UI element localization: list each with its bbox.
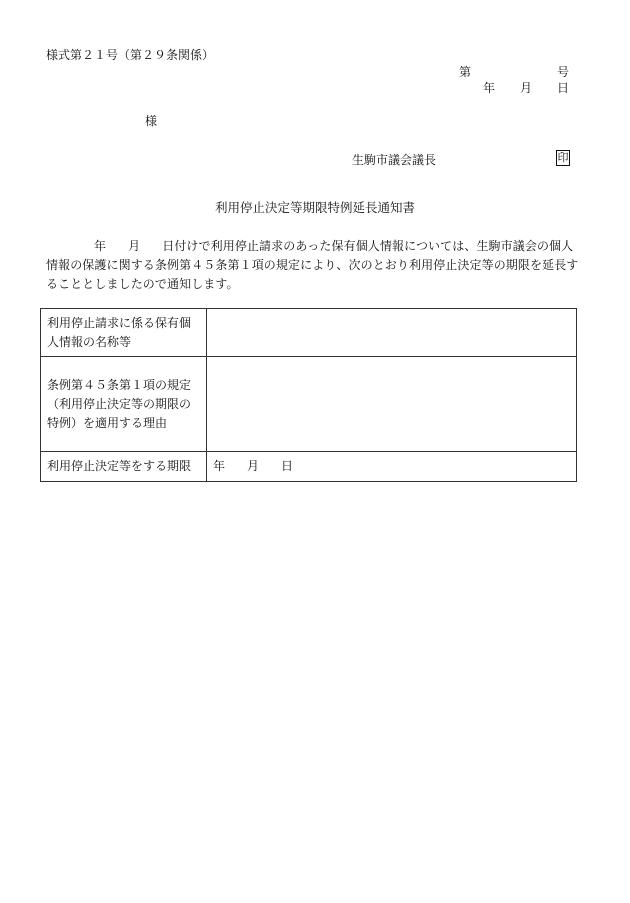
row-value-deadline: [207, 452, 577, 482]
date-year-label: 年: [483, 81, 496, 95]
document-number-suffix: 号: [557, 65, 570, 79]
table-row: [41, 452, 577, 482]
date-day-label: 日: [557, 81, 570, 95]
row-label-information-name: 利用停止請求に係る保有個人情報の名称等: [41, 309, 207, 357]
row-value-information-name: [207, 309, 577, 357]
document-number-prefix: 第: [459, 65, 472, 79]
seal-mark: 印: [557, 151, 569, 164]
row-value-extension-reason: [207, 357, 577, 452]
deadline-year-label: 年: [213, 459, 226, 473]
table-row: [41, 309, 577, 357]
addressee-honorific: 様: [145, 114, 158, 128]
row-label-extension-reason: 条例第４５条第１項の規定（利用停止決定等の期限の特例）を適用する理由: [41, 357, 207, 452]
sender-title: 生駒市議会議長: [352, 153, 437, 167]
body-month-label: 月: [128, 239, 141, 253]
date-month-label: 月: [520, 81, 533, 95]
document-title: 利用停止決定等期限特例延長通知書: [214, 200, 415, 215]
form-number-label: 様式第２１号（第２９条関係）: [46, 48, 215, 62]
body-year-label: 年: [94, 239, 107, 253]
body-text: 日付けで利用停止請求のあった保有個人情報については、生駒市議会の個人情報の保護に関する条例第４５条第１項の規定により、次のとおり利用停止決定等の期限を延長することとしましたので通知します。: [46, 239, 579, 291]
notice-body: [46, 237, 582, 294]
row-label-deadline: 利用停止決定等をする期限: [41, 452, 207, 482]
deadline-month-label: 月: [247, 459, 260, 473]
details-table: [40, 308, 577, 482]
table-row: [41, 357, 577, 452]
deadline-day-label: 日: [281, 459, 294, 473]
